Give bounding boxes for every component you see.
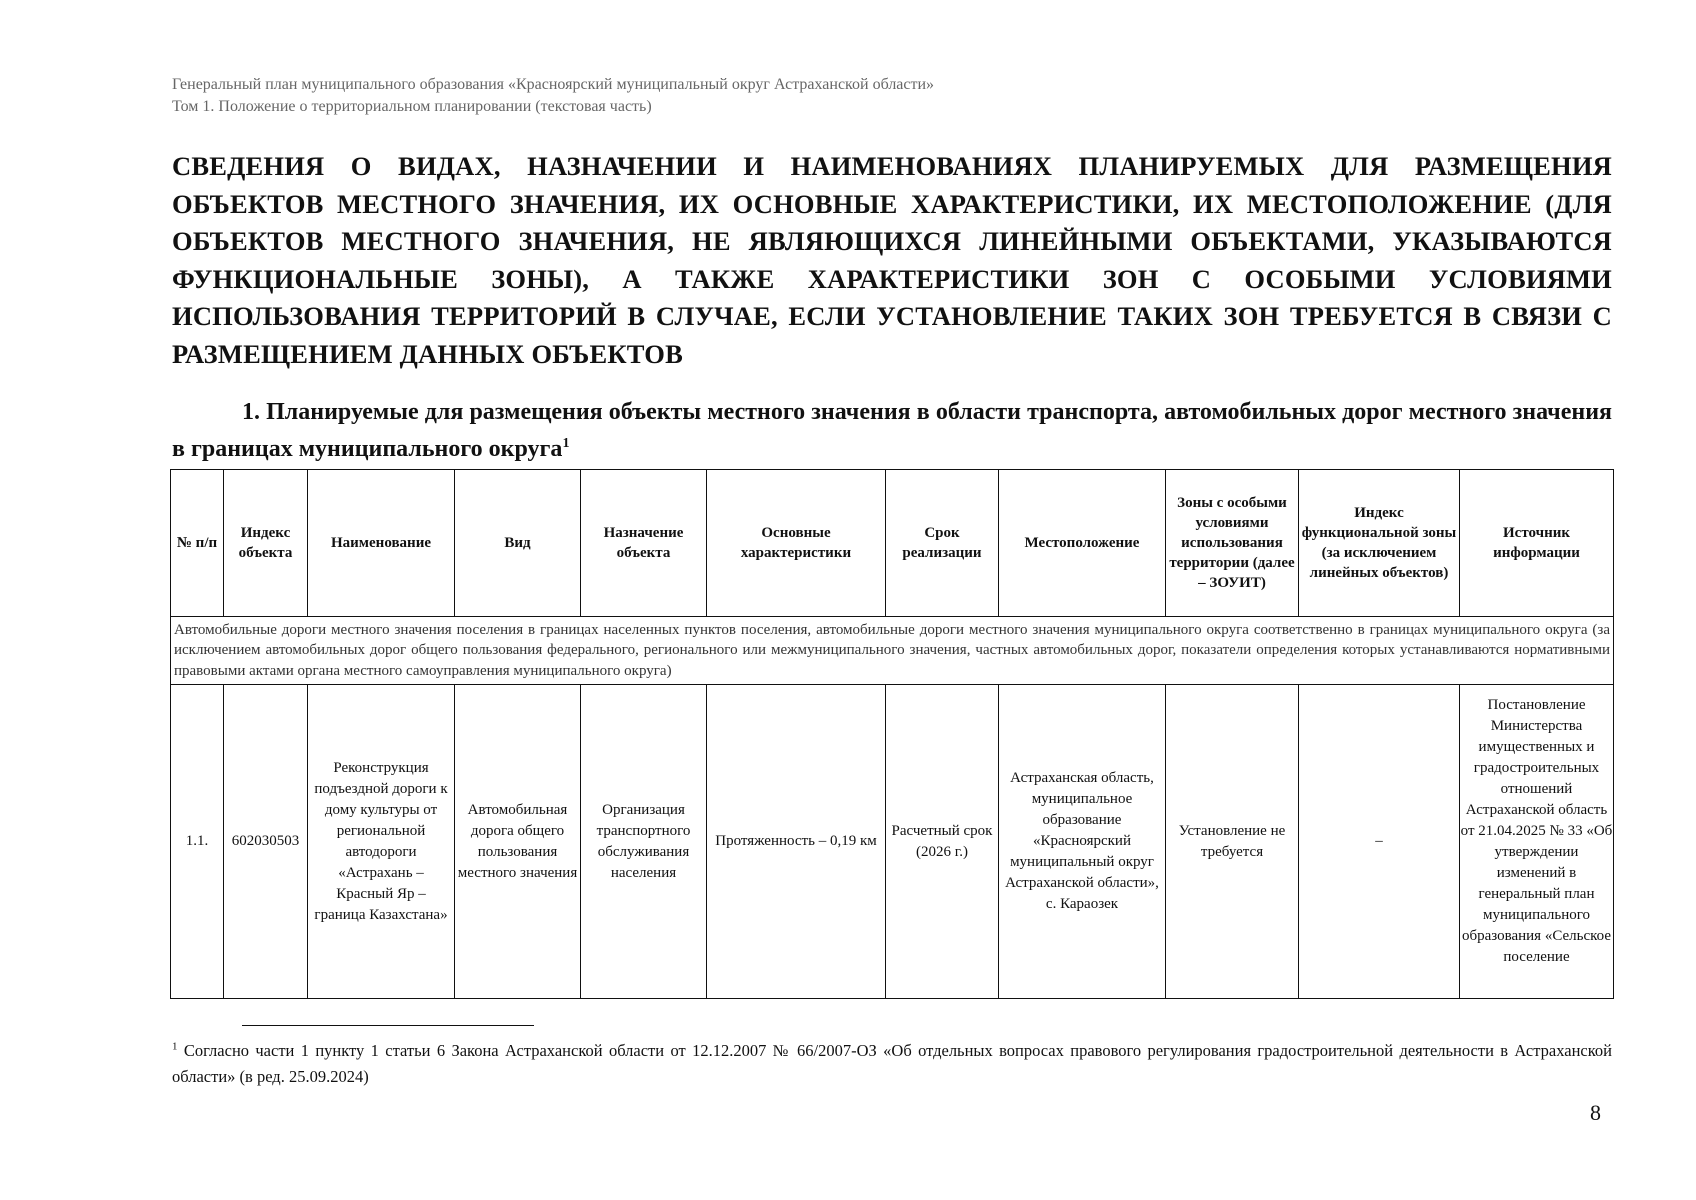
col-header-characteristics: Основные характеристики (707, 470, 886, 617)
footnote-marker: 1 (172, 1040, 178, 1053)
cell-index: 602030503 (224, 685, 308, 999)
footnote-separator (242, 1025, 534, 1026)
cell-func-zone: – (1299, 685, 1460, 999)
cell-source-text: Постановление Министерства имущественных и градостроительных отношений Астраханской область от 21.04.2025 № 33 «Об утверждении изменений в генеральный план муниципального образования «Сельское поселение (1460, 697, 1613, 965)
page-number: 8 (1590, 1100, 1601, 1125)
cell-name: Реконструкция подъездной дороги к дому культуры от региональной автодороги «Астрахань – Красный Яр – граница Казахстана» (308, 685, 455, 999)
table-row (171, 685, 1614, 999)
running-header-line-1: Генеральный план муниципального образования «Красноярский муниципальный округ Астраханской области» (172, 76, 935, 93)
cell-zouit: Установление не требуется (1166, 685, 1299, 999)
col-header-num: № п/п (171, 470, 224, 617)
col-header-source: Источник информации (1460, 470, 1614, 617)
col-header-func-zone: Индекс функциональной зоны (за исключением линейных объектов) (1299, 470, 1460, 617)
cell-num: 1.1. (171, 685, 224, 999)
section-heading (172, 394, 1612, 468)
col-header-kind: Вид (455, 470, 581, 617)
document-title: СВЕДЕНИЯ О ВИДАХ, НАЗНАЧЕНИИ И НАИМЕНОВАНИЯХ ПЛАНИРУЕМЫХ ДЛЯ РАЗМЕЩЕНИЯ ОБЪЕКТОВ МЕСТНОГО ЗНАЧЕНИЯ, ИХ ОСНОВНЫЕ ХАРАКТЕРИСТИКИ, ИХ МЕСТОПОЛОЖЕНИЕ (ДЛЯ ОБЪЕКТОВ МЕСТНОГО ЗНАЧЕНИЯ, НЕ ЯВЛЯЮЩИХСЯ ЛИНЕЙНЫМИ ОБЪЕКТАМИ, УКАЗЫВАЮТСЯ ФУНКЦИОНАЛЬНЫЕ ЗОНЫ), А ТАКЖЕ ХАРАКТЕРИСТИКИ ЗОН С ОСОБЫМИ УСЛОВИЯМИ ИСПОЛЬЗОВАНИЯ ТЕРРИТОРИЙ В СЛУЧАЕ, ЕСЛИ УСТАНОВЛЕНИЕ ТАКИХ ЗОН ТРЕБУЕТСЯ В СВЯЗИ С РАЗМЕЩЕНИЕМ ДАННЫХ ОБЪЕКТОВ (172, 151, 1612, 369)
cell-source (1460, 685, 1614, 999)
running-header-line-2: Том 1. Положение о территориальном планировании (текстовая часть) (172, 98, 652, 115)
cell-term: Расчетный срок (2026 г.) (886, 685, 999, 999)
cell-location: Астраханская область, муниципальное образование «Красноярский муниципальный округ Астраханской области», с. Караозек (999, 685, 1166, 999)
col-header-term: Срок реализации (886, 470, 999, 617)
footnote-reference: 1 (562, 436, 570, 451)
col-header-index: Индекс объекта (224, 470, 308, 617)
cell-kind: Автомобильная дорога общего пользования местного значения (455, 685, 581, 999)
col-header-zouit: Зоны с особыми условиями использования территории (далее – ЗОУИТ) (1166, 470, 1299, 617)
footnote (172, 1038, 1612, 1090)
cell-purpose: Организация транспортного обслуживания населения (581, 685, 707, 999)
cell-characteristics: Протяженность – 0,19 км (707, 685, 886, 999)
section-heading-text: 1. Планируемые для размещения объекты местного значения в области транспорта, автомобильных дорог местного значения в границах муниципального округа (172, 399, 1612, 462)
col-header-purpose: Назначение объекта (581, 470, 707, 617)
objects-table (170, 469, 1614, 999)
col-header-name: Наименование (308, 470, 455, 617)
running-header (172, 74, 1612, 118)
footnote-text: Согласно части 1 пункту 1 статьи 6 Закона Астраханской области от 12.12.2007 № 66/2007-ОЗ «Об отдельных вопросах правового регулирования градостроительной деятельности в Астраханской области» (в ред. 25.09.2024) (172, 1041, 1613, 1086)
table-header-row (171, 470, 1614, 617)
source-clip (1460, 685, 1613, 998)
group-row-text: Автомобильные дороги местного значения поселения в границах населенных пунктов поселения, автомобильные дороги местного значения муниципального округа соответственно в границах муниципального округа (за исключением автомобильных дорог общего пользования федерального, регионального или межмуниципального значения, частных автомобильных дорог, показатели определения которых устанавливаются нормативными правовыми актами органа местного самоуправления муниципального округа) (171, 617, 1614, 685)
table-group-row (171, 617, 1614, 685)
col-header-location: Местоположение (999, 470, 1166, 617)
